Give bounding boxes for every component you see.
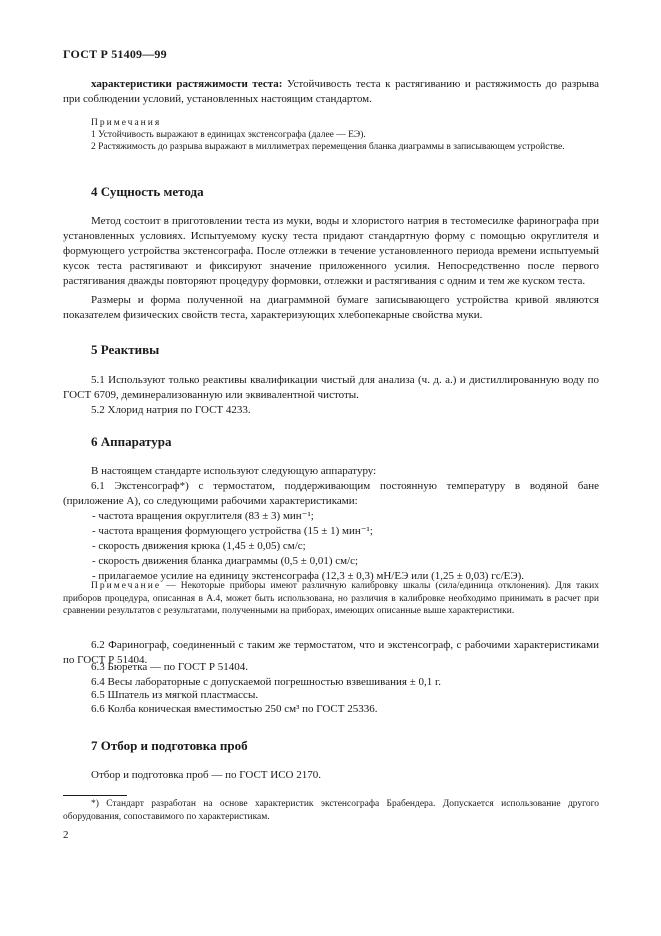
section-heading: 7 Отбор и подготовка проб — [91, 738, 248, 753]
intro-definition — [63, 77, 599, 107]
section-item: 6.6 Колба коническая вместимостью 250 см³ по ГОСТ 25336. — [91, 703, 378, 715]
footnote-rule — [63, 795, 127, 796]
section-paragraph: Метод состоит в приготовлении теста из муки, воды и хлористого натрия в тестомесилке фаринографа при установленных условиях. Испытуемому куску теста придают стандартную форму с помощью округлителя и формующего устройства экстенсографа. После отлежки в течение установленного периода времени испытуемый кусок теста растягивают и фиксируют значение приложенного усилия. Непосредственно после первого растягивания дважды повторяют процедуру формовки, отлежки и растягивания с одним и тем же куском теста. — [63, 215, 599, 287]
spec-item: - частота вращения формующего устройства (15 ± 1) мин⁻¹; — [92, 525, 373, 537]
section-item: 6.5 Шпатель из мягкой пластмассы. — [91, 689, 259, 701]
spec-item: - скорость движения крюка (1,45 ± 0,05) см/с; — [92, 540, 306, 552]
note-label: Примечание — [91, 581, 162, 591]
section-item: 6.3 Бюретка — по ГОСТ Р 51404. — [91, 661, 249, 673]
section-item: 6.1 Экстенсограф*) с термостатом, поддерживающим постоянную температуру в водяной бане (приложение А), со следующими рабочими характеристиками: — [63, 480, 599, 507]
notes-title: Примечания — [91, 118, 162, 128]
section-item: 6.4 Весы лабораторные с допускаемой погрешностью взвешивания ± 0,1 г. — [91, 676, 442, 688]
equipment-note — [63, 580, 599, 618]
spec-item: - прилагаемое усилие на единицу экстенсографа (12,3 ± 0,3) мН/ЕЭ или (1,25 ± 0,03) гс/ЕЭ). — [92, 570, 525, 582]
section-item: 6.2 Фаринограф, соединенный с таким же термостатом, что и экстенсограф, с рабочими характеристиками по ГОСТ Р 51404. — [63, 639, 599, 666]
page-number: 2 — [63, 829, 69, 841]
section-heading: 5 Реактивы — [91, 342, 160, 357]
note-item: 2 Растяжимость до разрыва выражают в миллиметрах перемещения бланка диаграммы в записывающем устройстве. — [91, 142, 565, 152]
section-paragraph: Отбор и подготовка проб — по ГОСТ ИСО 2170. — [91, 769, 321, 781]
spec-item: - скорость движения бланка диаграммы (0,5 ± 0,01) см/с; — [92, 555, 359, 567]
section-item: 5.1 Используют только реактивы квалификации чистый для анализа (ч. д. а.) и дистиллированную воду по ГОСТ 6709, деминерализованную или эквивалентной чистоты. — [63, 374, 599, 401]
note-text: — Некоторые приборы имеют различную калибровку шкалы (сила/единица отклонения). Для таких приборов процедура, описанная в А.4, может быть использована, но различия в калибровке необходимо принимать в расчет при сравнении результатов с результатами, полученными на приборах, имеющих описанные выше характеристики. — [63, 581, 599, 616]
document-header: ГОСТ Р 51409—99 — [63, 47, 167, 61]
defined-term: характеристики растяжимости теста: — [91, 78, 283, 90]
spec-list — [63, 509, 599, 584]
section-intro: В настоящем стандарте используют следующую аппаратуру: — [91, 465, 377, 477]
section-paragraph: Размеры и форма полученной на диаграммной бумаге записывающего устройства кривой являются показателем физических свойств теста, характеризующих хлебопекарные свойства муки. — [63, 294, 599, 321]
definition-text: Устойчивость теста к растягиванию и растяжимость до разрыва при соблюдении условий, установленных настоящим стандартом. — [63, 78, 599, 105]
section-item: 5.2 Хлорид натрия по ГОСТ 4233. — [91, 404, 251, 416]
spec-item: - частота вращения округлителя (83 ± 3) мин⁻¹; — [92, 510, 314, 522]
section-heading: 6 Аппаратура — [91, 434, 172, 449]
footnote: *) Стандарт разработан на основе характеристик экстенсографа Брабендера. Допускается использование другого оборудования, сопоставимого по характеристикам. — [63, 799, 599, 822]
section-heading: 4 Сущность метода — [91, 184, 204, 199]
note-item: 1 Устойчивость выражают в единицах экстенсографа (далее — ЕЭ). — [91, 130, 366, 140]
